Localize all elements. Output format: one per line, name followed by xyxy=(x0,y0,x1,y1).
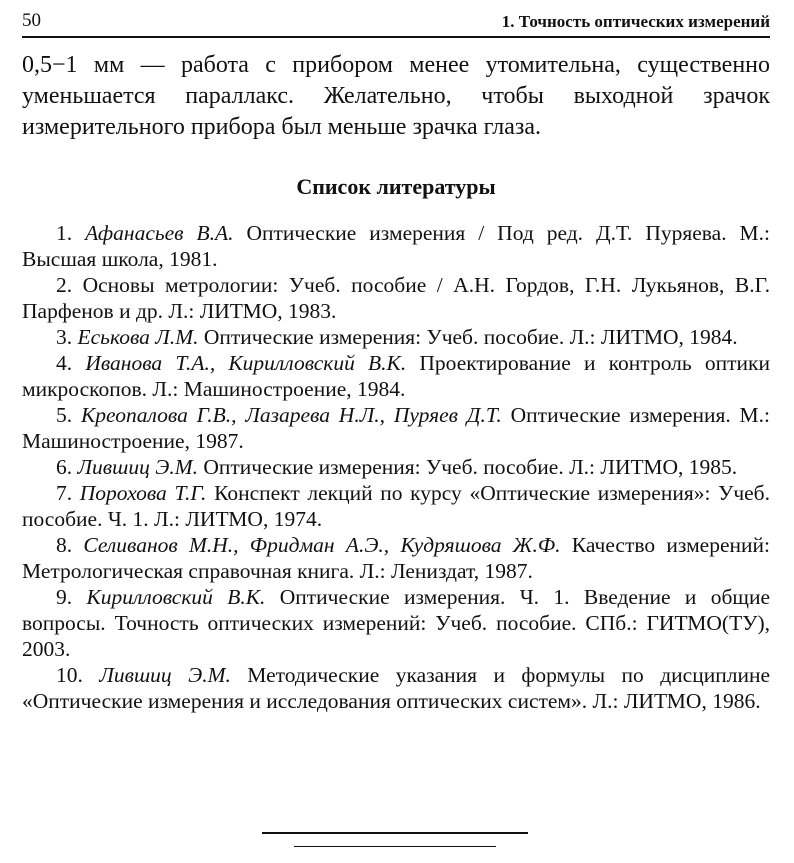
item-text: Основы метрологии: Учеб. пособие / А.Н. Гордов, Г.Н. Лукьянов, В.Г. Парфенов и др. Л.: ЛИТМО, 1983. xyxy=(22,273,770,323)
bibliography-item xyxy=(22,324,770,350)
bibliography-item xyxy=(22,402,770,454)
item-text: Методические указания и формулы по дисциплине «Оптические измерения и исследования оптических систем». Л.: ЛИТМО, 1986. xyxy=(22,663,771,713)
continuation-paragraph: 0,5−1 мм — работа с прибором менее утомительна, существенно уменьшается параллакс. Желательно, чтобы выходной зрачок измерительного прибора был меньше зрачка глаза. xyxy=(22,52,770,140)
item-number: 4. xyxy=(56,351,73,375)
item-authors: Лившиц Э.М. xyxy=(77,455,198,479)
end-rule-long xyxy=(262,832,528,834)
item-text: Качество измерений: Метрологическая справочная книга. Л.: Лениздат, 1987. xyxy=(22,533,771,583)
book-page xyxy=(22,0,770,863)
item-text: Конспект лекций по курсу «Оптические измерения»: Учеб. пособие. Ч. 1. Л.: ЛИТМО, 1974. xyxy=(22,481,770,531)
item-number: 5. xyxy=(56,403,73,427)
item-number: 7. xyxy=(56,481,73,505)
item-text: Проектирование и контроль оптики микроскопов. Л.: Машиностроение, 1984. xyxy=(22,351,770,401)
end-rule-short xyxy=(294,846,496,847)
item-number: 8. xyxy=(56,533,73,557)
item-authors: Креопалова Г.В., Лазарева Н.Л., Пуряев Д.Т. xyxy=(80,403,502,427)
item-text: Оптические измерения / Под ред. Д.Т. Пуряева. М.: Высшая школа, 1981. xyxy=(22,221,771,271)
item-authors: Селиванов М.Н., Фридман А.Э., Кудряшова Ж.Ф. xyxy=(83,533,561,557)
item-number: 9. xyxy=(56,585,73,609)
item-authors: Лившиц Э.М. xyxy=(99,663,231,687)
bibliography-item xyxy=(22,350,770,402)
item-authors: Еськова Л.М. xyxy=(77,325,199,349)
item-text: Оптические измерения. М.: Машиностроение, 1987. xyxy=(22,403,771,453)
item-number: 10. xyxy=(56,663,83,687)
bibliography-heading: Список литературы xyxy=(296,174,496,199)
bibliography-item xyxy=(22,220,770,272)
item-text: Оптические измерения: Учеб. пособие. Л.: ЛИТМО, 1985. xyxy=(203,455,738,479)
item-authors: Порохова Т.Г. xyxy=(79,481,207,505)
item-number: 3. xyxy=(56,325,73,349)
chapter-title: 1. Точность оптических измерений xyxy=(501,12,770,31)
header-rule xyxy=(22,36,770,38)
item-number: 1. xyxy=(56,221,73,245)
bibliography-item xyxy=(22,272,770,324)
bibliography-item xyxy=(22,454,770,480)
item-number: 6. xyxy=(56,455,73,479)
bibliography-item xyxy=(22,662,770,714)
running-header xyxy=(22,6,770,32)
item-authors: Кирилловский В.К. xyxy=(86,585,266,609)
page-number: 50 xyxy=(22,10,41,31)
item-authors: Иванова Т.А., Кирилловский В.К. xyxy=(85,351,407,375)
bibliography-item xyxy=(22,532,770,584)
item-text: Оптические измерения. Ч. 1. Введение и общие вопросы. Точность оптических измерений: Учеб. пособие. СПб.: ГИТМО(ТУ), 2003. xyxy=(22,585,770,661)
item-text: Оптические измерения: Учеб. пособие. Л.: ЛИТМО, 1984. xyxy=(203,325,738,349)
item-authors: Афанасьев В.А. xyxy=(85,221,234,245)
bibliography-item xyxy=(22,480,770,532)
bibliography-list xyxy=(22,220,770,714)
bibliography-item xyxy=(22,584,770,662)
item-number: 2. xyxy=(56,273,73,297)
